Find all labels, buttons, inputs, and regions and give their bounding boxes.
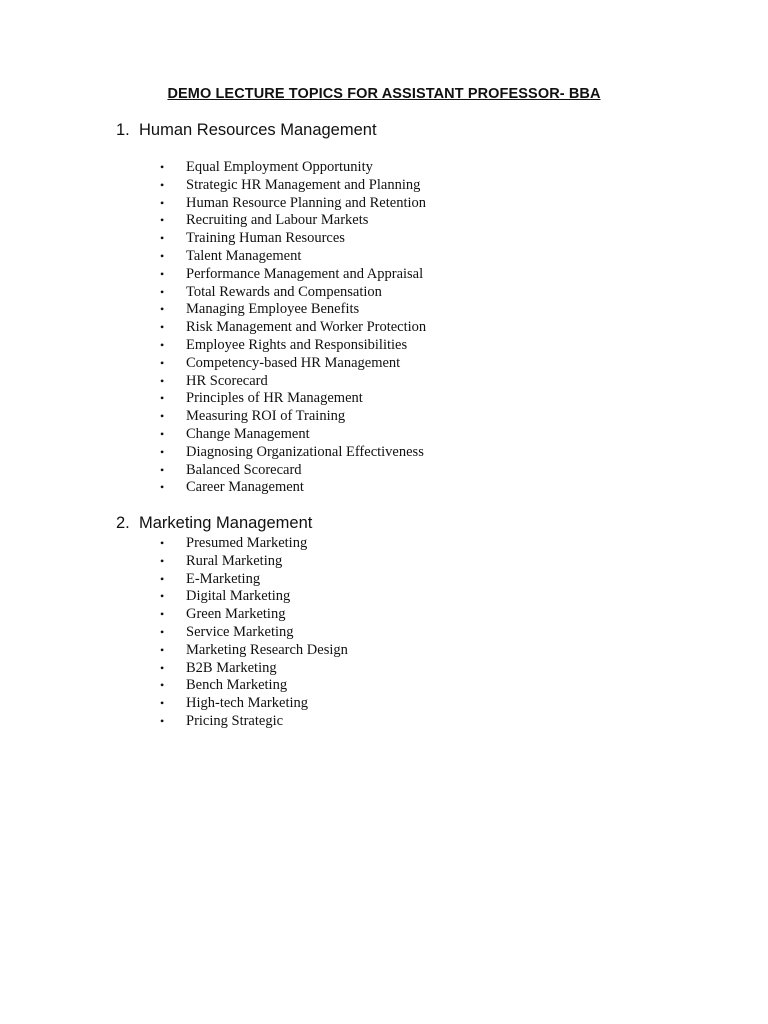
topic-text: Equal Employment Opportunity: [186, 159, 373, 175]
list-item: [160, 695, 348, 713]
bullet: •: [160, 444, 165, 459]
bullet: •: [160, 266, 165, 281]
bullet: •: [160, 426, 165, 441]
bullet: •: [160, 696, 165, 711]
list-item: [160, 606, 348, 624]
bullet: •: [160, 660, 165, 675]
topic-text: Principles of HR Management: [186, 390, 363, 407]
bullet: •: [160, 373, 165, 388]
section-heading-hr: [116, 121, 377, 140]
list-item: [160, 337, 426, 355]
list-item: [160, 444, 426, 462]
topic-text: Presumed Marketing: [186, 535, 308, 551]
list-item: [160, 195, 426, 213]
bullet: •: [160, 553, 165, 568]
topic-text: E-Marketing: [186, 570, 261, 587]
topic-text: Total Rewards and Compensation: [186, 283, 382, 300]
list-item: [160, 319, 426, 337]
list-item: [160, 248, 426, 266]
bullet: •: [160, 355, 165, 370]
bullet: •: [160, 571, 165, 586]
list-item: [160, 177, 426, 195]
list-item: [160, 159, 426, 177]
bullet: •: [160, 231, 165, 246]
list-item: [160, 266, 426, 284]
list-item: [160, 571, 348, 589]
topic-text: B2B Marketing: [186, 659, 277, 676]
bullet: •: [160, 536, 165, 550]
topic-text: Recruiting and Labour Markets: [186, 212, 369, 229]
section-number: 2.: [116, 514, 130, 532]
bullet: •: [160, 678, 165, 693]
topic-text: Competency-based HR Management: [186, 354, 401, 371]
list-item: [160, 426, 426, 444]
topic-text: Measuring ROI of Training: [186, 408, 346, 425]
list-item: [160, 713, 348, 731]
topic-text: Balanced Scorecard: [186, 461, 302, 478]
list-item: [160, 677, 348, 695]
list-item: [160, 284, 426, 302]
list-item: [160, 553, 348, 571]
topic-text: Risk Management and Worker Protection: [186, 319, 427, 336]
section-heading-marketing: [116, 514, 312, 533]
bullet: •: [160, 177, 165, 192]
bullet: •: [160, 160, 165, 174]
topic-text: Bench Marketing: [186, 677, 288, 694]
bullet: •: [160, 213, 165, 228]
bullet: •: [160, 284, 165, 299]
bullet: •: [160, 589, 165, 604]
bullet: •: [160, 248, 165, 263]
list-item: [160, 408, 426, 426]
topic-text: Human Resource Planning and Retention: [186, 194, 427, 211]
bullet: •: [160, 480, 165, 495]
topic-text: Rural Marketing: [186, 552, 283, 569]
list-item: [160, 212, 426, 230]
topic-text: Pricing Strategic: [186, 712, 284, 729]
bullet: •: [160, 624, 165, 639]
bullet: •: [160, 320, 165, 335]
bullet: •: [160, 337, 165, 352]
list-item: [160, 462, 426, 480]
list-item: [160, 660, 348, 678]
section-number: 1.: [116, 121, 130, 139]
topic-text: High-tech Marketing: [186, 695, 309, 712]
topic-text: Strategic HR Management and Planning: [186, 176, 421, 193]
bullet: •: [160, 391, 165, 406]
topic-text: Green Marketing: [186, 606, 286, 623]
list-item: [160, 390, 426, 408]
section-title: Human Resources Management: [139, 121, 377, 139]
list-item: [160, 624, 348, 642]
topic-text: Digital Marketing: [186, 588, 291, 605]
topic-text: Marketing Research Design: [186, 641, 348, 658]
bullet: •: [160, 713, 165, 728]
topic-text: Talent Management: [186, 247, 302, 264]
bullet: •: [160, 409, 165, 424]
topic-text: Change Management: [186, 425, 310, 442]
list-item: [160, 479, 426, 497]
list-item: [160, 230, 426, 248]
section-title: Marketing Management: [139, 514, 313, 532]
topic-text: Diagnosing Organizational Effectiveness: [186, 443, 424, 460]
topic-text: Managing Employee Benefits: [186, 301, 360, 318]
topic-list-marketing: [160, 535, 348, 731]
list-item: [160, 355, 426, 373]
document-title: DEMO LECTURE TOPICS FOR ASSISTANT PROFESSOR- BBA: [167, 86, 601, 102]
bullet: •: [160, 642, 165, 657]
list-item: [160, 535, 348, 553]
topic-text: Employee Rights and Responsibilities: [186, 336, 408, 353]
topic-text: Training Human Resources: [186, 230, 345, 247]
topic-text: Career Management: [186, 479, 304, 496]
bullet: •: [160, 302, 165, 317]
topic-text: HR Scorecard: [186, 372, 268, 389]
topic-text: Performance Management and Appraisal: [186, 265, 424, 282]
list-item: [160, 373, 426, 391]
list-item: [160, 588, 348, 606]
list-item: [160, 301, 426, 319]
topic-list-hr: [160, 159, 426, 497]
bullet: •: [160, 607, 165, 622]
bullet: •: [160, 462, 165, 477]
bullet: •: [160, 195, 165, 210]
topic-text: Service Marketing: [186, 623, 294, 640]
list-item: [160, 642, 348, 660]
